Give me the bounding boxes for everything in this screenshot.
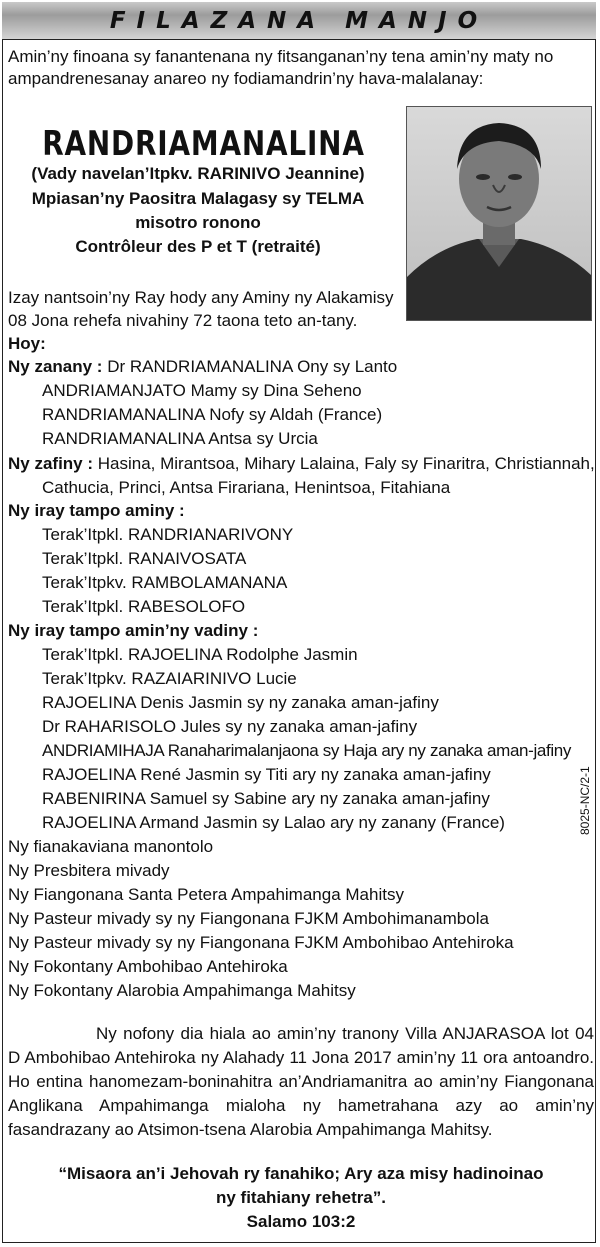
quote-line-2: ny fitahiany rehetra”.: [215, 1188, 387, 1207]
wife-sibling-item: RAJOELINA Armand Jasmin sy Lalao ary ny zanany (France): [42, 813, 505, 832]
wife-sibling-item: Terak’Itpkl. RAJOELINA Rodolphe Jasmin: [42, 645, 358, 664]
others-item: Ny fianakaviana manontolo: [8, 837, 214, 856]
wife-sibling-item: RAJOELINA René Jasmin sy Titi ary ny zanaka aman-jafiny: [42, 765, 491, 784]
wife-sibling-item: RABENIRINA Samuel sy Sabine ary ny zanaka aman-jafiny: [42, 789, 490, 808]
child-item: RANDRIAMANALINA Antsa sy Urcia: [42, 429, 318, 448]
child-item: ANDRIAMANJATO Mamy sy Dina Seheno: [42, 381, 362, 400]
wife-sibling-item: Terak’Itpkv. RAZAIARINIVO Lucie: [42, 669, 297, 688]
grandchildren-first-line: [8, 453, 595, 475]
deceased-name: RANDRIAMANALINA: [42, 124, 365, 164]
others-item: Ny Pasteur mivady sy ny Fiangonana FJKM Ambohimanambola: [8, 909, 489, 928]
others-item: Ny Presbitera mivady: [8, 861, 170, 880]
sibling-item: Terak’Itpkl. RANDRIANARIVONY: [42, 525, 294, 544]
funeral-paragraph: Ny nofony dia hiala ao amin’ny tranony Villa ANJARASOA lot 04 D Ambohibao Antehiroka ny Alahady 11 Jona 2017 amin’ny 11 ora antoandro. Ho entina hanomezam-boninahitra an’Andriamanitra ao amin’ny Fiangonana Anglikana Ampahimanga mialoha ny hametrahana azy ao amin’ny fasandrazany ao Atsimon-tsena Alarobia Ampahimanga Mahitsy.: [8, 1024, 594, 1139]
sibling-item: Terak’Itpkl. RANAIVOSATA: [42, 549, 247, 568]
others-item: Ny Pasteur mivady sy ny Fiangonana FJKM Ambohibao Antehiroka: [8, 933, 514, 952]
others-item: Ny Fokontany Ambohibao Antehiroka: [8, 957, 288, 976]
sibling-item: Terak’Itpkl. RABESOLOFO: [42, 597, 246, 616]
grandchildren-second: Cathucia, Princi, Antsa Firariana, Henintsoa, Fitahiana: [42, 478, 451, 497]
hoy-label: Hoy:: [8, 334, 46, 353]
quote-source: Salamo 103:2: [246, 1212, 356, 1231]
grandchildren-label: Ny zafiny :: [8, 454, 94, 473]
title-line: Contrôleur des P et T (retraité): [75, 237, 321, 256]
death-line-1: Izay nantsoin’ny Ray hody any Aminy ny Alakamisy: [8, 288, 394, 307]
sibling-item: Terak’Itpkv. RAMBOLAMANANA: [42, 573, 288, 592]
reference-code: 8025-NC/2-1: [578, 766, 592, 835]
siblings-label: Ny iray tampo aminy :: [8, 501, 185, 520]
quote-line-1: “Misaora an’i Jehovah ry fanahiko; Ary aza misy hadinoinao: [58, 1164, 544, 1183]
spouse-line: (Vady navelan’Itpkv. RARINIVO Jeannine): [31, 164, 365, 183]
wife-sibling-item: ANDRIAMIHAJA Ranaharimalanjaona sy Haja ary ny zanaka aman-jafiny: [42, 741, 572, 760]
children-first: Dr RANDRIAMANALINA Ony sy Lanto: [102, 357, 398, 376]
others-item: Ny Fiangonana Santa Petera Ampahimanga Mahitsy: [8, 885, 404, 904]
children-first-line: [8, 356, 397, 378]
children-label: Ny zanany :: [8, 357, 103, 376]
wife-siblings-label: Ny iray tampo amin’ny vadiny :: [8, 621, 259, 640]
wife-sibling-item: RAJOELINA Denis Jasmin sy ny zanaka aman-jafiny: [42, 693, 439, 712]
deceased-photo: [406, 106, 592, 321]
others-item: Ny Fokontany Alarobia Ampahimanga Mahitsy: [8, 981, 356, 1000]
retired-line: misotro ronono: [135, 213, 261, 232]
wife-sibling-item: Dr RAHARISOLO Jules sy ny zanaka aman-jafiny: [42, 717, 418, 736]
header-title: FILAZANA MANJO: [109, 7, 489, 34]
employer-line: Mpiasan’ny Paositra Malagasy sy TELMA: [31, 189, 365, 208]
header-banner: [2, 2, 596, 40]
intro-text: Amin’ny finoana sy fanantenana ny fitsanganan’ny tena amin’ny maty no ampandrenesanay anareo ny fodiamandrin’ny hava-malalanay:: [8, 47, 554, 88]
grandchildren-first: Hasina, Mirantsoa, Mihary Lalaina, Faly sy Finaritra, Christiannah,: [93, 454, 595, 473]
death-line-2: 08 Jona rehefa nivahiny 72 taona teto an-tany.: [8, 311, 358, 330]
child-item: RANDRIAMANALINA Nofy sy Aldah (France): [42, 405, 383, 424]
